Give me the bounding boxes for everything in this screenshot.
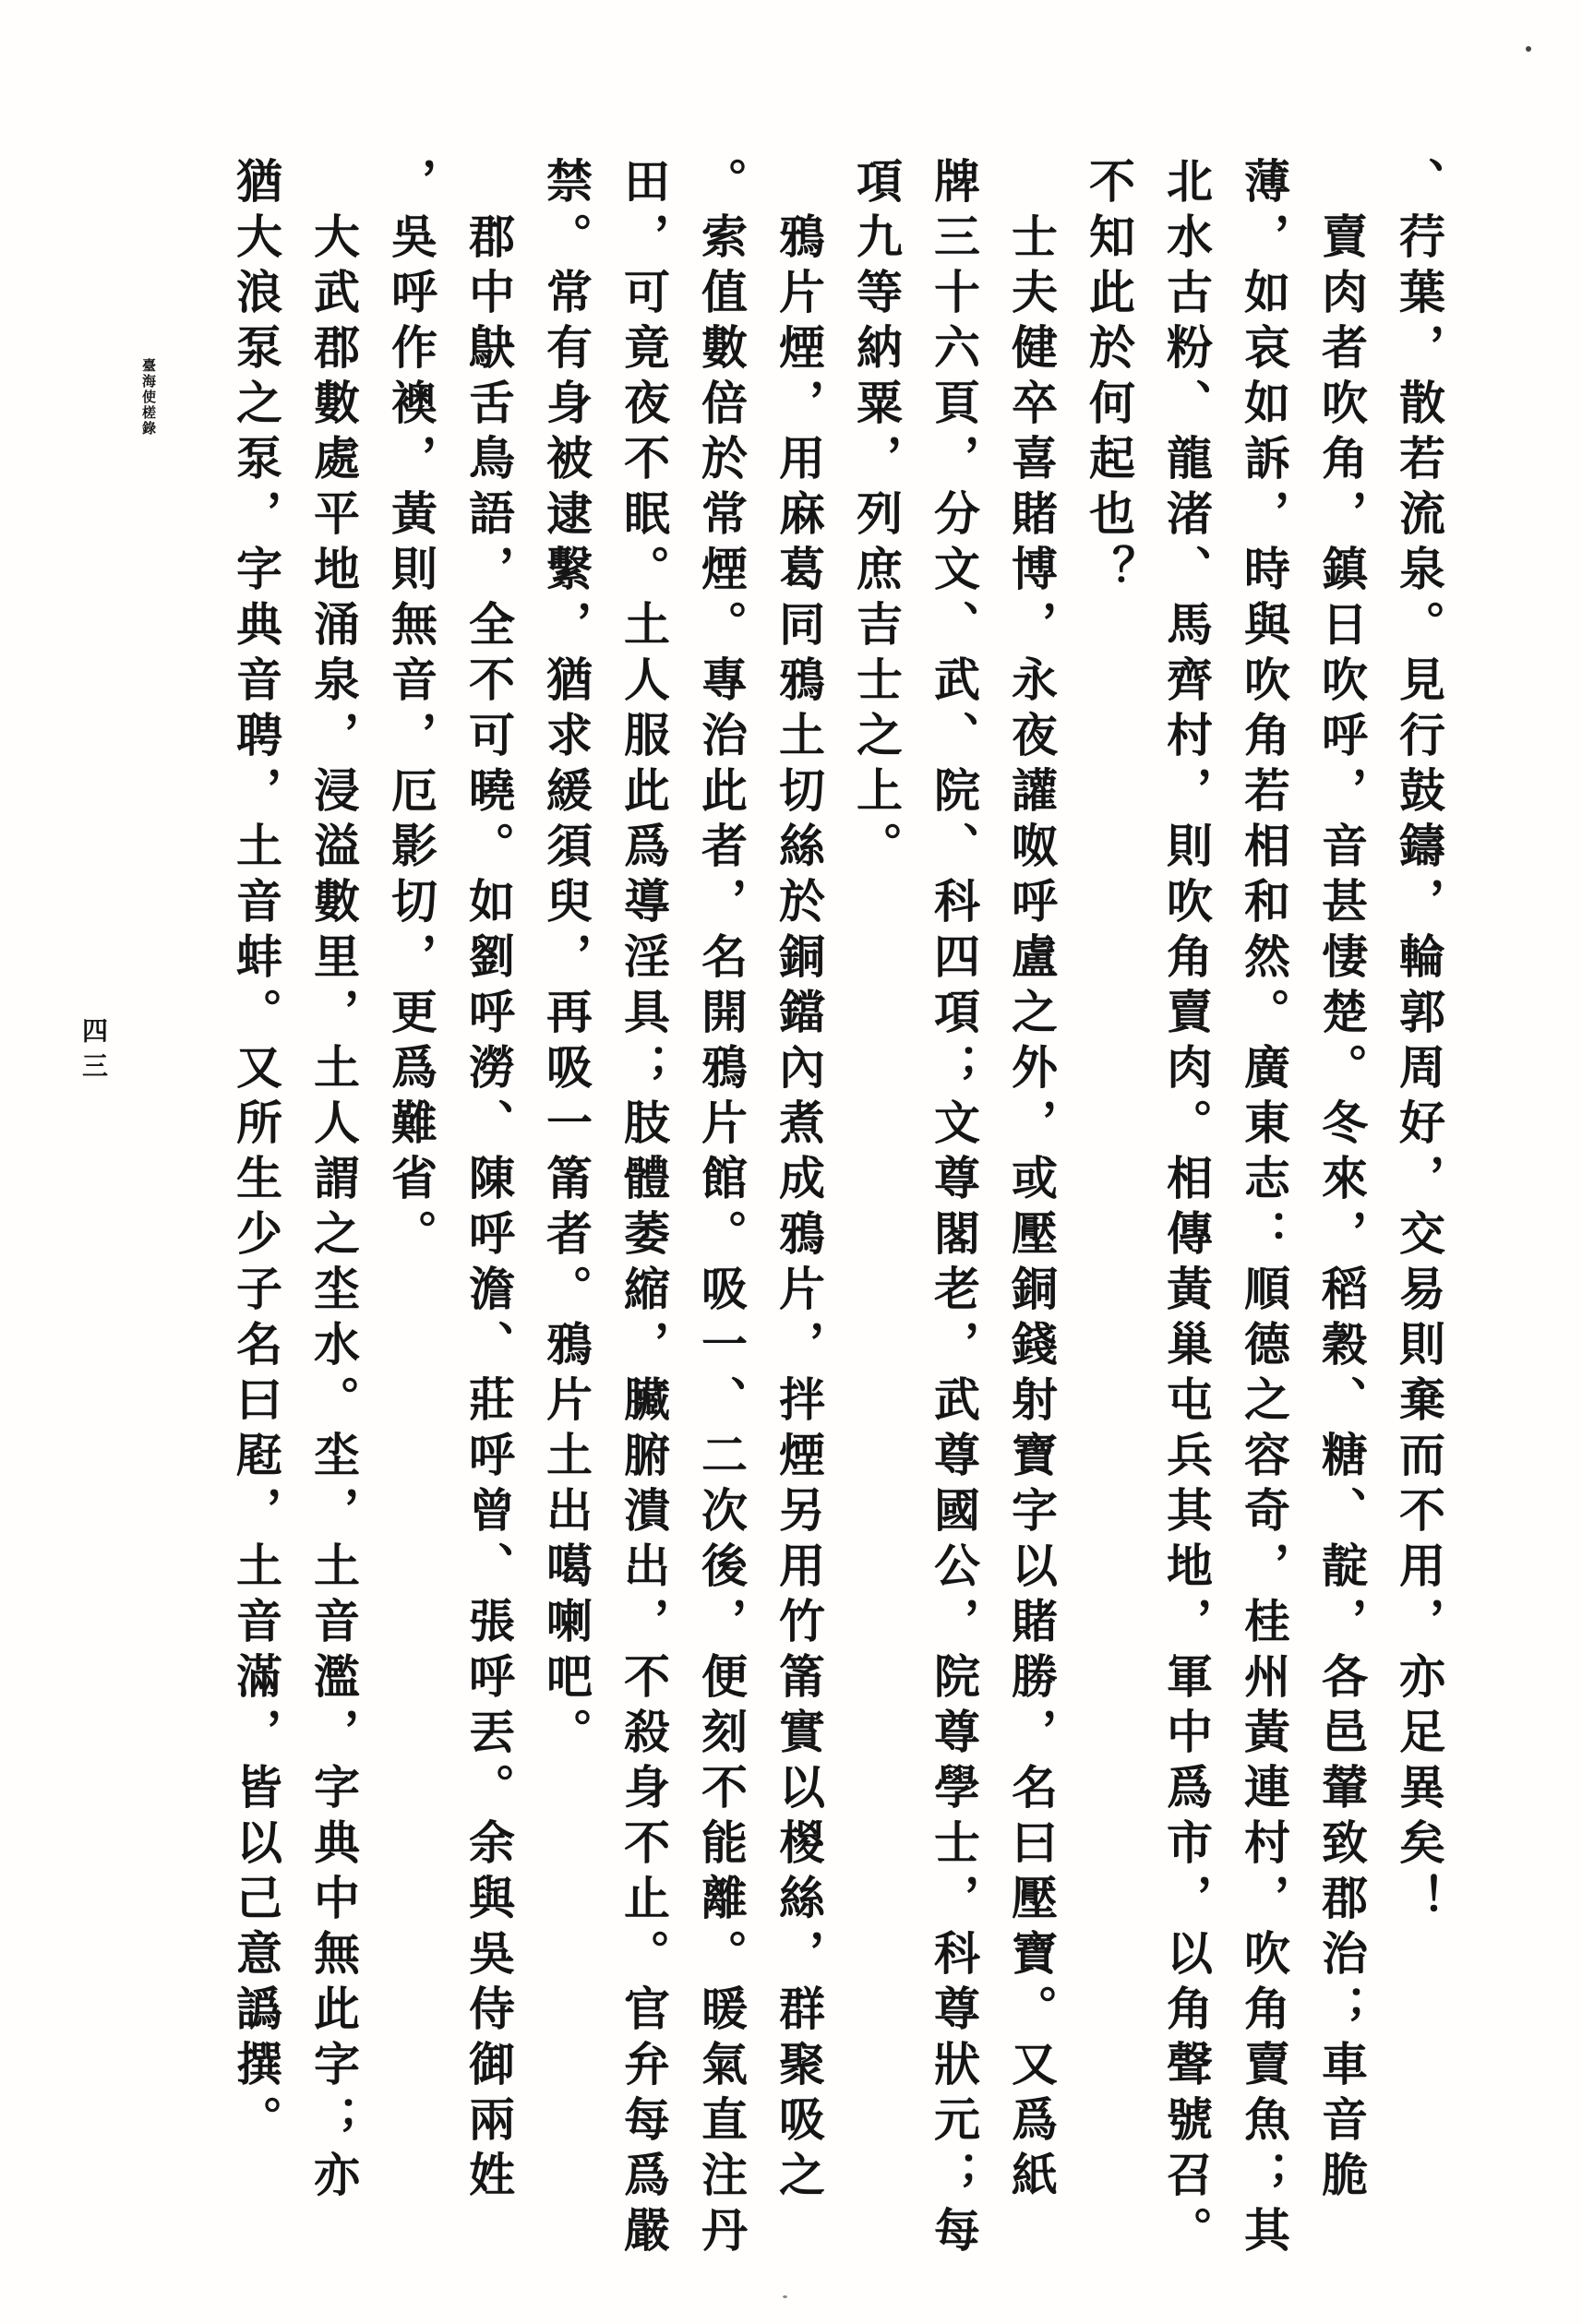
text-column: 田，可竟夜不眠。土人服此爲導淫具；肢體萎縮，臟腑潰出，不殺身不止。官弁每爲嚴	[617, 157, 669, 2261]
text-column: 、荇葉，散若流泉。見行鼓鑄，輪郭周好，交易則棄而不用，亦足異矣！	[1393, 157, 1444, 1929]
text-column: 大武郡數處平地涌泉，浸溢數里，土人謂之坔水。坔，土音濫，字典中無此字；亦	[307, 212, 359, 2206]
scan-artifact-dot	[783, 2295, 787, 2298]
text-column: 。索值數倍於常煙。專治此者，名開鴉片館。吸一、二次後，便刻不能離。暖氣直注丹	[695, 157, 747, 2261]
text-column: 鴉片煙，用麻葛同鴉土切絲於銅鐺內煮成鴉片，拌煙另用竹筩實以椶絲，群聚吸之	[773, 212, 824, 2206]
text-column: 牌三十六頁，分文、武、院、科四項；文尊閣老，武尊國公，院尊學士，科尊狀元；每	[928, 157, 979, 2261]
text-column: 項九等納粟，列庶吉士之上。	[850, 157, 902, 877]
text-column: 賣肉者吹角，鎮日吹呼，音甚悽楚。冬來，稻穀、糖、靛，各邑輦致郡治；車音脆	[1315, 212, 1367, 2206]
running-title: 臺海使槎錄	[140, 358, 155, 437]
text-block	[217, 157, 1457, 2324]
text-column: 薄，如哀如訴，時與吹角若相和然。廣東志：順德之容奇，桂州黃連村，吹角賣魚；其	[1238, 157, 1289, 2261]
text-column: 禁。常有身被逮繫，猶求緩須臾，再吸一筩者。鴉片土出噶喇吧。	[540, 157, 592, 1763]
text-column: 士夫健卒喜賭博，永夜讙呶呼盧之外，或壓銅錢射寶字以賭勝，名曰壓寶。又爲紙	[1005, 212, 1057, 2206]
text-column: 猶大浪泵之泵，字典音聘，土音蚌。又所生少子名曰屘，土音滿，皆以己意譌撰。	[230, 157, 282, 2150]
text-column: 郡中鴃舌鳥語，全不可曉。如劉呼澇、陳呼澹、莊呼曾、張呼丟。余與吳侍御兩姓	[462, 212, 514, 2206]
text-column: 不知此於何起也？	[1083, 157, 1134, 600]
text-column: ，吳呼作襖，黃則無音，厄影切，更爲難省。	[385, 157, 437, 1264]
page-number: 四三	[78, 1017, 107, 1087]
scan-artifact-dot	[1526, 46, 1531, 52]
text-column: 北水古粉、龍渚、馬齊村，則吹角賣肉。相傳黃巢屯兵其地，軍中爲市，以角聲號召。	[1160, 157, 1212, 2261]
